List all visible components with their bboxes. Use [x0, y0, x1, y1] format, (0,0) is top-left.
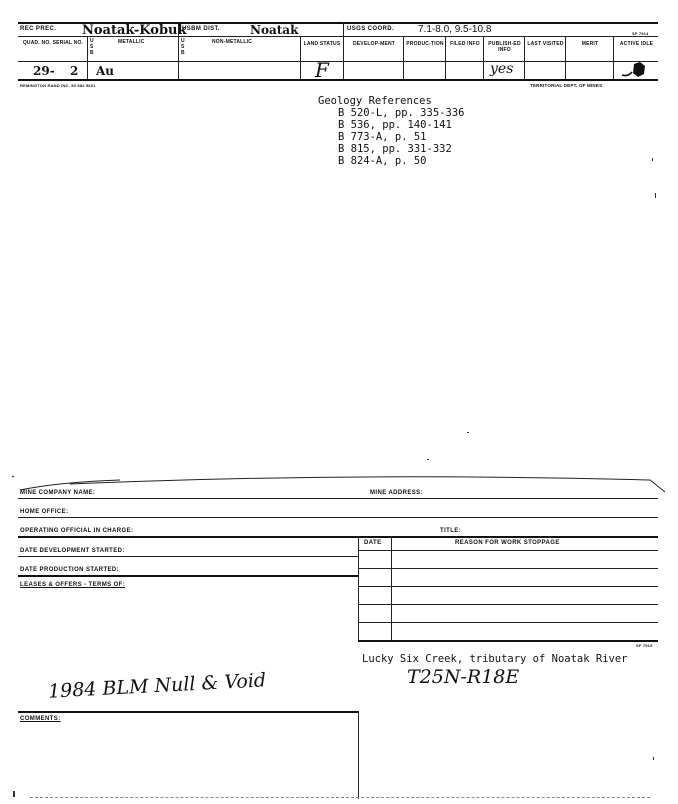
- rule: [18, 498, 658, 499]
- divider: [178, 36, 179, 79]
- location-note: Lucky Six Creek, tributary of Noatak River: [362, 653, 628, 665]
- divider: [343, 22, 344, 36]
- leases-offers-label: LEASES & OFFERS - TERMS OF:: [20, 582, 126, 588]
- col-last-visited-label: LAST VISITED: [527, 41, 564, 47]
- divider: [565, 36, 566, 79]
- divider: [358, 711, 359, 799]
- department-name: TERRITORIAL DEPT. OF MINES: [530, 83, 603, 88]
- col-metallic-label: METALLIC: [118, 39, 145, 45]
- mine-company-name-label: MINE COMPANY NAME:: [20, 490, 96, 496]
- form-number-back: SF 7915: [636, 643, 653, 648]
- scan-speck: [652, 158, 653, 161]
- divider: [87, 36, 88, 79]
- scan-edge: [30, 797, 650, 798]
- divider: [613, 36, 614, 79]
- usgs-coord-label: USGS COORD.: [347, 26, 395, 32]
- serial-number-value: 2: [70, 64, 79, 78]
- scan-speck: [13, 791, 15, 797]
- rule: [358, 550, 658, 551]
- rule: [18, 711, 358, 713]
- usbm-dist-label: USBM DIST.: [182, 26, 221, 32]
- divider: [343, 36, 344, 79]
- published-info-value: yes: [490, 61, 514, 77]
- col-quad-label: QUAD. NO.: [22, 40, 52, 46]
- reference-item: B 536, pp. 140-141: [338, 119, 452, 131]
- metallic-value: Au: [96, 64, 115, 78]
- home-office-label: HOME OFFICE:: [20, 509, 69, 515]
- col-merit-label: MERIT: [581, 41, 599, 47]
- handwritten-township: T25N-R18E: [407, 666, 520, 688]
- printer-imprint: REMINGTON RAND INC. 50 882 5601: [20, 83, 96, 88]
- col-production-label: PRODUC-TION: [406, 41, 444, 47]
- col-active-idle-label: ACTIVE IDLE: [619, 41, 654, 47]
- col-published-info-label: PUBLISH-ED INFO: [488, 41, 521, 53]
- divider: [403, 36, 404, 79]
- date-column-label: DATE: [364, 540, 382, 546]
- handwritten-note: 1984 BLM Null & Void: [47, 669, 267, 703]
- scan-speck: [653, 757, 654, 760]
- col-land-status-label: LAND STATUS: [303, 41, 341, 47]
- header-value-rule: [18, 61, 658, 62]
- usbm-dist-value: Noatak: [250, 23, 299, 37]
- comments-label: COMMENTS:: [20, 716, 61, 722]
- col-development-label: DEVELOP-MENT: [352, 41, 396, 47]
- land-status-value: F: [315, 58, 329, 82]
- rule: [358, 622, 658, 623]
- usb-letters: U S B: [90, 38, 94, 56]
- reference-item: B 824-A, p. 50: [338, 155, 427, 167]
- rule: [18, 556, 358, 557]
- col-filed-info-label: FILED INFO: [450, 41, 480, 47]
- quad-number-value: 29-: [33, 64, 55, 78]
- scan-speck: [427, 459, 429, 460]
- rule: [18, 575, 358, 577]
- col-nonmetallic-label: NON-METALLIC: [212, 39, 253, 45]
- date-development-started-label: DATE DEVELOPMENT STARTED:: [20, 548, 125, 554]
- scan-speck: [655, 193, 656, 198]
- form-number: SF 7914: [632, 31, 649, 36]
- title-label: TITLE:: [440, 528, 462, 534]
- mine-address-label: MINE ADDRESS:: [370, 490, 423, 496]
- reference-item: B 520-L, pp. 335-336: [338, 107, 465, 119]
- operating-official-label: OPERATING OFFICIAL IN CHARGE:: [20, 528, 134, 534]
- divider: [445, 36, 446, 79]
- rule: [358, 604, 658, 605]
- rule: [18, 536, 658, 538]
- divider: [524, 36, 525, 79]
- divider: [483, 36, 484, 79]
- active-idle-mark-icon: [618, 60, 648, 78]
- divider: [391, 536, 392, 641]
- divider: [358, 536, 359, 641]
- reference-item: B 815, pp. 331-332: [338, 143, 452, 155]
- references-heading: Geology References: [318, 95, 432, 107]
- col-quad-serial-header: [20, 40, 86, 46]
- col-serial-label: SERIAL NO.: [52, 40, 84, 46]
- rule: [358, 586, 658, 587]
- header-bottom-rule: [18, 79, 658, 81]
- card-edge-curve: [10, 470, 670, 500]
- scan-speck: [467, 432, 469, 433]
- date-production-started-label: DATE PRODUCTION STARTED:: [20, 567, 120, 573]
- reference-item: B 773-A, p. 51: [338, 131, 427, 143]
- rule: [358, 568, 658, 569]
- rec-prec-label: REC PREC.: [20, 26, 57, 32]
- geology-references: [318, 95, 464, 167]
- usb-letters-nonmetallic: U S B: [181, 38, 185, 56]
- usgs-coord-value: 7.1-8.0, 9.5-10.8: [418, 24, 492, 35]
- work-stoppage-reason-label: REASON FOR WORK STOPPAGE: [455, 540, 560, 546]
- rec-prec-value: Noatak-Kobuk: [82, 23, 187, 38]
- rule: [358, 640, 658, 642]
- rule: [18, 517, 658, 518]
